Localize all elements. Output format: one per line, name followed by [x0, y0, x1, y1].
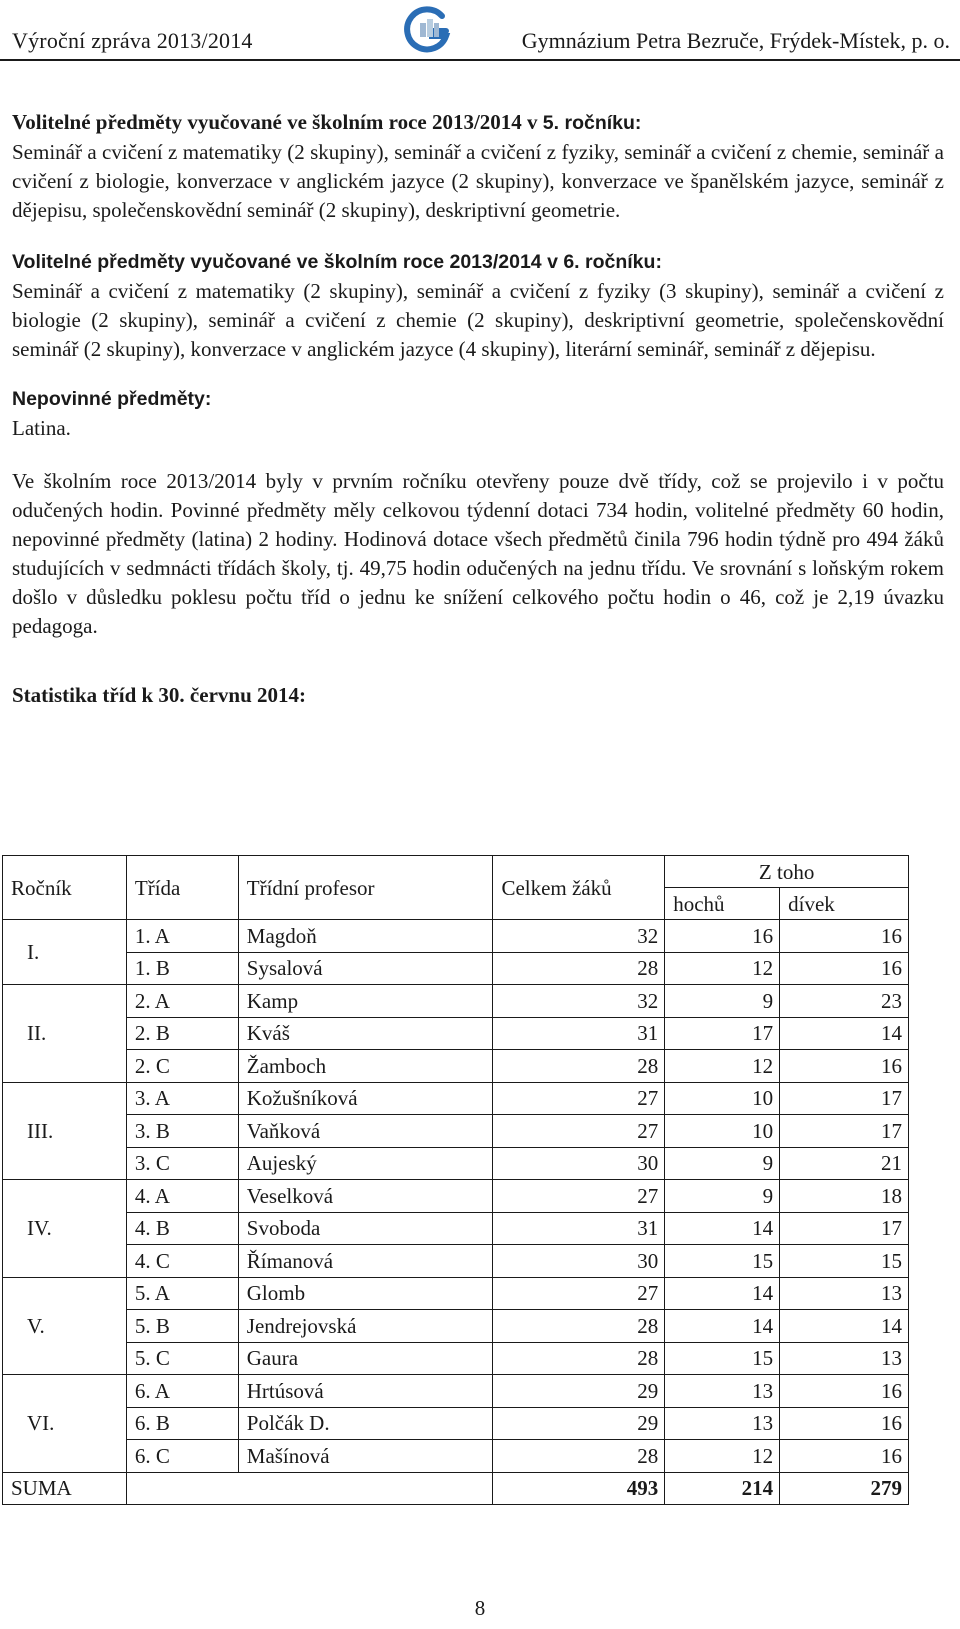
header-rocnik: Ročník: [3, 856, 127, 920]
sum-divek: 279: [780, 1472, 909, 1505]
cell-divek: 16: [780, 1375, 909, 1408]
cell-trida: 6. B: [126, 1407, 238, 1440]
table-row: [3, 1440, 909, 1473]
cell-divek: 14: [780, 1310, 909, 1343]
sum-label: SUMA: [3, 1472, 127, 1505]
table-row: [3, 1277, 909, 1310]
header-school-name: Gymnázium Petra Bezruče, Frýdek-Místek, p. o.: [521, 28, 950, 53]
cell-hochu: 17: [665, 1017, 780, 1050]
table-row: [3, 1050, 909, 1083]
cell-profesor: Veselková: [238, 1180, 493, 1213]
cell-profesor: Magdoň: [238, 920, 493, 953]
cell-profesor: Kváš: [238, 1017, 493, 1050]
table-sum-row: [3, 1472, 909, 1505]
cell-rocnik: II.: [3, 985, 127, 1083]
cell-trida: 3. C: [126, 1147, 238, 1180]
cell-trida: 3. B: [126, 1115, 238, 1148]
table-row: [3, 952, 909, 985]
cell-trida: 2. B: [126, 1017, 238, 1050]
cell-profesor: Kamp: [238, 985, 493, 1018]
table-row: [3, 1342, 909, 1375]
cell-celkem: 28: [493, 1310, 665, 1343]
cell-divek: 13: [780, 1277, 909, 1310]
cell-profesor: Mašínová: [238, 1440, 493, 1473]
cell-trida: 6. A: [126, 1375, 238, 1408]
cell-hochu: 12: [665, 1440, 780, 1473]
report-body: [12, 108, 944, 710]
table-row: [3, 985, 909, 1018]
cell-divek: 16: [780, 952, 909, 985]
cell-profesor: Aujeský: [238, 1147, 493, 1180]
cell-profesor: Vaňková: [238, 1115, 493, 1148]
cell-trida: 5. C: [126, 1342, 238, 1375]
table-row: [3, 1407, 909, 1440]
cell-divek: 17: [780, 1082, 909, 1115]
cell-celkem: 27: [493, 1277, 665, 1310]
optional-text: Latina.: [12, 416, 71, 440]
section-5-heading-b: 5. ročníku:: [542, 112, 642, 134]
cell-trida: 4. A: [126, 1180, 238, 1213]
table-row: [3, 1082, 909, 1115]
cell-hochu: 15: [665, 1245, 780, 1278]
cell-celkem: 28: [493, 1050, 665, 1083]
cell-profesor: Hrtúsová: [238, 1375, 493, 1408]
header-trida: Třída: [126, 856, 238, 920]
cell-profesor: Sysalová: [238, 952, 493, 985]
header-profesor: Třídní profesor: [238, 856, 493, 920]
page-header: [0, 0, 960, 62]
page-number: 8: [474, 1596, 486, 1620]
cell-hochu: 14: [665, 1310, 780, 1343]
cell-trida: 4. B: [126, 1212, 238, 1245]
cell-trida: 4. C: [126, 1245, 238, 1278]
cell-profesor: Gaura: [238, 1342, 493, 1375]
cell-divek: 13: [780, 1342, 909, 1375]
sum-hochu: 214: [665, 1472, 780, 1505]
cell-hochu: 9: [665, 1147, 780, 1180]
cell-trida: 3. A: [126, 1082, 238, 1115]
table-row: [3, 1147, 909, 1180]
table-header-row: [3, 856, 909, 888]
cell-divek: 16: [780, 920, 909, 953]
cell-rocnik: I.: [3, 920, 127, 985]
cell-profesor: Polčák D.: [238, 1407, 493, 1440]
cell-celkem: 29: [493, 1407, 665, 1440]
header-z-toho: Z toho: [665, 856, 909, 888]
cell-hochu: 12: [665, 1050, 780, 1083]
cell-divek: 16: [780, 1440, 909, 1473]
cell-trida: 2. C: [126, 1050, 238, 1083]
header-celkem: Celkem žáků: [493, 856, 665, 920]
cell-divek: 23: [780, 985, 909, 1018]
cell-profesor: Žamboch: [238, 1050, 493, 1083]
cell-hochu: 13: [665, 1375, 780, 1408]
cell-profesor: Kožušníková: [238, 1082, 493, 1115]
table-row: [3, 1115, 909, 1148]
cell-divek: 18: [780, 1180, 909, 1213]
section-5-text: Seminář a cvičení z matematiky (2 skupiny), seminář a cvičení z fyziky, seminář a cvičení z chemie, seminář a cvičení z biologie, konverzace v anglickém jazyce (2 skupiny), konverzace ve španělském jazyce, seminář z dějepisu, společenskovědní seminář (2 skupiny), deskriptivní geometrie.: [12, 140, 944, 222]
table-row: [3, 1245, 909, 1278]
optional-heading: Nepovinné předměty:: [12, 388, 212, 410]
table-row: [3, 1375, 909, 1408]
school-logo-icon: [402, 4, 454, 56]
cell-celkem: 27: [493, 1082, 665, 1115]
table-row: [3, 920, 909, 953]
cell-divek: 17: [780, 1115, 909, 1148]
cell-hochu: 14: [665, 1277, 780, 1310]
table-row: [3, 1310, 909, 1343]
cell-divek: 16: [780, 1050, 909, 1083]
cell-celkem: 29: [493, 1375, 665, 1408]
cell-celkem: 31: [493, 1212, 665, 1245]
cell-celkem: 32: [493, 985, 665, 1018]
cell-trida: 5. B: [126, 1310, 238, 1343]
cell-rocnik: III.: [3, 1082, 127, 1180]
cell-celkem: 30: [493, 1245, 665, 1278]
cell-hochu: 15: [665, 1342, 780, 1375]
section-6-text: Seminář a cvičení z matematiky (2 skupiny), seminář a cvičení z fyziky (3 skupiny), seminář a cvičení z biologie (2 skupiny), seminář a cvičení z chemie (2 skupiny), deskriptivní geometrie, společenskovědní seminář (2 skupiny), konverzace v anglickém jazyce (4 skupiny), literární seminář, seminář z dějepisu.: [12, 279, 944, 361]
cell-celkem: 32: [493, 920, 665, 953]
cell-celkem: 28: [493, 952, 665, 985]
statistics-heading: Statistika tříd k 30. červnu 2014:: [12, 683, 306, 707]
cell-hochu: 14: [665, 1212, 780, 1245]
cell-rocnik: V.: [3, 1277, 127, 1375]
cell-divek: 14: [780, 1017, 909, 1050]
section-6-heading: Volitelné předměty vyučované ve školním roce 2013/2014 v 6. ročníku:: [12, 251, 662, 273]
cell-trida: 1. A: [126, 920, 238, 953]
cell-divek: 15: [780, 1245, 909, 1278]
cell-trida: 5. A: [126, 1277, 238, 1310]
table-row: [3, 1017, 909, 1050]
cell-divek: 16: [780, 1407, 909, 1440]
header-divek: dívek: [780, 888, 909, 920]
cell-hochu: 13: [665, 1407, 780, 1440]
cell-hochu: 9: [665, 1180, 780, 1213]
header-divider: [0, 59, 960, 61]
cell-hochu: 10: [665, 1082, 780, 1115]
cell-celkem: 28: [493, 1440, 665, 1473]
cell-celkem: 27: [493, 1115, 665, 1148]
header-report-title: Výroční zpráva 2013/2014: [12, 28, 253, 53]
cell-trida: 1. B: [126, 952, 238, 985]
cell-celkem: 28: [493, 1342, 665, 1375]
class-statistics-table: [2, 855, 909, 1505]
cell-profesor: Svoboda: [238, 1212, 493, 1245]
sum-empty: [126, 1472, 493, 1505]
cell-trida: 2. A: [126, 985, 238, 1018]
table-row: [3, 1212, 909, 1245]
cell-hochu: 16: [665, 920, 780, 953]
header-hochu: hochů: [665, 888, 780, 920]
section-5-heading-a: Volitelné předměty vyučované ve školním roce 2013/2014 v: [12, 110, 538, 134]
cell-rocnik: VI.: [3, 1375, 127, 1473]
cell-divek: 17: [780, 1212, 909, 1245]
cell-celkem: 30: [493, 1147, 665, 1180]
cell-divek: 21: [780, 1147, 909, 1180]
sum-celkem: 493: [493, 1472, 665, 1505]
table-row: [3, 1180, 909, 1213]
cell-hochu: 9: [665, 985, 780, 1018]
cell-profesor: Jendrejovská: [238, 1310, 493, 1343]
cell-celkem: 27: [493, 1180, 665, 1213]
cell-hochu: 10: [665, 1115, 780, 1148]
cell-celkem: 31: [493, 1017, 665, 1050]
cell-profesor: Glomb: [238, 1277, 493, 1310]
cell-profesor: Římanová: [238, 1245, 493, 1278]
summary-paragraph: Ve školním roce 2013/2014 byly v prvním ročníku otevřeny pouze dvě třídy, což se projevilo i v počtu odučených hodin. Povinné předměty měly celkovou týdenní dotaci 734 hodin, volitelné předměty 60 hodin, nepovinné předměty (latina) 2 hodiny. Hodinová dotace všech předmětů činila 796 hodin týdně pro 494 žáků studujících v sedmnácti třídách školy, tj. 49,75 hodin odučených na jednu třídu. Ve srovnání s loňským rokem došlo v důsledku poklesu počtu tříd o jednu ke snížení celkového počtu hodin o 46, což je 2,19 úvazku pedagoga.: [12, 469, 944, 638]
cell-rocnik: IV.: [3, 1180, 127, 1278]
cell-hochu: 12: [665, 952, 780, 985]
section-5-heading: [12, 108, 944, 138]
cell-trida: 6. C: [126, 1440, 238, 1473]
